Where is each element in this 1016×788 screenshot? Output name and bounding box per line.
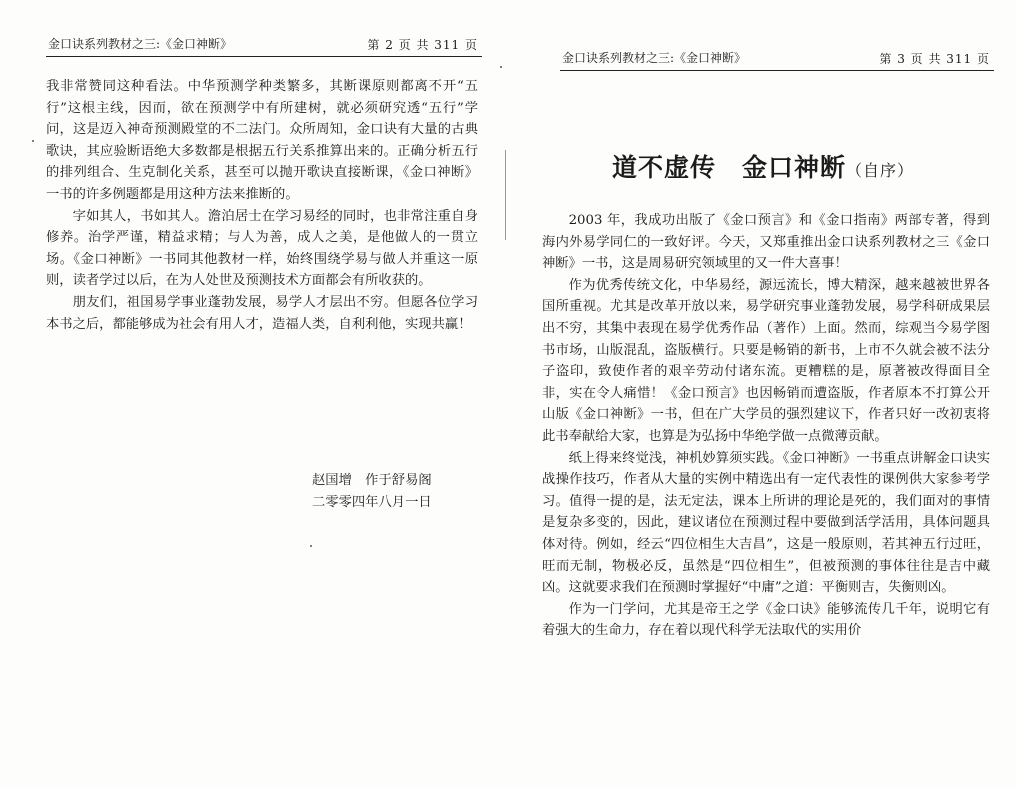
right-paragraph-1: 2003 年，我成功出版了《金口预言》和《金口指南》两部专著，得到海内外易学同仁的一致好评。今天，又郑重推出金口诀系列教材之三《金口神断》一书，这是周易研究领域里的又一件大喜事！: [542, 213, 990, 272]
left-header-title: 金口诀系列教材之三:《金口神断》: [48, 37, 233, 51]
right-page: [508, 0, 1016, 788]
page-fold-line: [505, 150, 506, 240]
left-page-body: [46, 76, 478, 335]
right-paragraph-2: 作为优秀传统文化，中华易经，源远流长，博大精深，越来越被世界各国所重视。尤其是改革开放以来，易学研究事业蓬勃发展，易学科研成果层出不穷，其集中表现在易学优秀作品（著作）上面。然而，综观当今易学图书市场，山版混乱，盗版横行。只要是畅销的新书，上市不久就会被不法分子盗印，致使作者的艰辛劳动付诸东流。更糟糕的是，原著被改得面目全非，实在令人痛惜！《金口预言》也因畅销而遭盗版，作者原本不打算公开山版《金口神断》一书，但在广大学员的强烈建议下，作者只好一改初衷将此书奉献给大家，也算是为弘扬中华绝学做一点微薄贡献。: [542, 277, 990, 444]
preface-subtitle: （自序）: [846, 161, 915, 180]
left-paragraph-1: 我非常赞同这种看法。中华预测学种类繁多，其断课原则都离不开“五行”这根主线，因而，欲在预测学中有所建树，就必须研究透“五行”学问，这是迈入神奇预测殿堂的不二法门。众所周知，金口诀有大量的古典歌诀，其应验断语绝大多数都是根据五行关系推算出来的。正确分析五行的排列组合、生克制化关系，甚至可以抛开歌诀直接断课，《金口神断》一书的许多例题都是用这种方法来推断的。: [46, 79, 478, 202]
right-header-page-number: 第 3 页 共 311 页: [879, 52, 990, 66]
left-signature: [312, 470, 432, 514]
left-paragraph-2: 字如其人，书如其人。澹泊居士在学习易经的同时，也非常注重自身修养。治学严谨，精益求精；与人为善，成人之美，是他做人的一贯立场。《金口神断》一书同其他教材一样，始终围绕学易与做人并重这一原则，读者学过以后，在为人处世及预测技术方面都会有所收获的。: [46, 208, 478, 289]
signature-date: 二零零四年八月一日: [312, 495, 432, 510]
signature-author: 赵国增 作于舒易阁: [312, 473, 432, 488]
preface-title-part1: 道不虚传: [612, 153, 717, 182]
right-page-body: [542, 210, 990, 642]
left-paragraph-3: 朋友们，祖国易学事业蓬勃发展，易学人才层出不穷。但愿各位学习本书之后，都能够成为社会有用人才，造福人类，自利利他，实现共赢！: [46, 294, 478, 332]
right-header-title: 金口诀系列教材之三:《金口神断》: [562, 51, 747, 65]
left-header-page-number: 第 2 页 共 311 页: [367, 38, 478, 52]
left-page-header: [46, 34, 482, 57]
right-page-header: [560, 48, 994, 71]
preface-title-part2: 金口神断: [742, 153, 847, 182]
right-paragraph-3: 纸上得来终觉浅，神机妙算须实践。《金口神断》一书重点讲解金口诀实战操作技巧，作者从大量的实例中精选出有一定代表性的课例供大家参考学习。值得一提的是，法无定法，课本上所讲的理论是死的，我们面对的事情是复杂多变的，因此，建议诸位在预测过程中要做到活学活用，具体问题具体对待。例如，经云“四位相生大吉昌”，这是一般原则，若其神五行过旺，旺而无制，物极必反，虽然是“四位相生”，但被预测的事体往往是吉中藏凶。这就要求我们在预测时掌握好“中庸”之道：平衡则吉，失衡则凶。: [542, 450, 990, 596]
preface-title: [612, 148, 914, 184]
right-paragraph-4: 作为一门学问，尤其是帝王之学《金口诀》能够流传几千年，说明它有着强大的生命力，存在着以现代科学无法取代的实用价: [542, 601, 990, 639]
